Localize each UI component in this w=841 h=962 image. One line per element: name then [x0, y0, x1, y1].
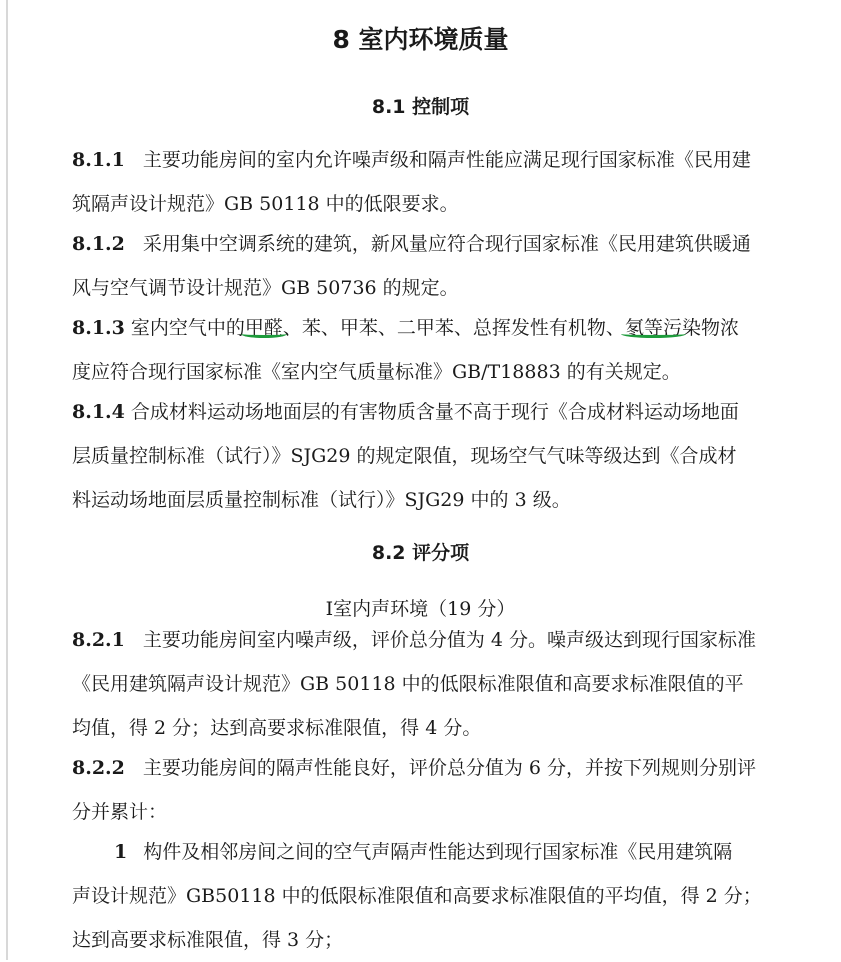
clause-text: 、苯、甲苯、二甲苯、总挥发性有机物、	[282, 317, 625, 339]
clause-text: 风与空气调节设计规范》GB 50736 的规定。	[72, 277, 459, 299]
highlighted-term-formaldehyde: 甲醛	[244, 317, 283, 339]
clause-number: 8.2.2	[72, 757, 125, 779]
clause-text: 《民用建筑隔声设计规范》GB 50118 中的低限标准限值和高要求标准限值的平	[72, 673, 744, 695]
clause-number: 8.1.4	[72, 401, 125, 423]
clause-text: 筑隔声设计规范》GB 50118 中的低限要求。	[72, 193, 459, 215]
clause-item-1	[72, 830, 832, 962]
clause-8-2-2	[72, 746, 832, 834]
clause-text: 分并累计：	[72, 801, 168, 823]
clause-text: 声设计规范》GB50118 中的低限标准限值和高要求标准限值的平均值，得 2 分；	[72, 885, 762, 907]
clause-number: 8.1.2	[72, 233, 125, 255]
clause-text: 采用集中空调系统的建筑，新风量应符合现行国家标准《民用建筑供暖通	[142, 233, 751, 255]
clause-text: 室内空气中的	[130, 317, 245, 339]
clause-text: 达到高要求标准限值，得 3 分；	[72, 929, 344, 951]
clause-number: 8.2.1	[72, 629, 125, 651]
clause-8-1-2	[72, 222, 832, 310]
clause-text: 料运动场地面层质量控制标准（试行）》SJG29 中的 3 级。	[72, 489, 571, 511]
section-title-8-1: 8.1 控制项	[371, 96, 470, 118]
clause-8-1-4	[72, 390, 832, 522]
clause-8-1-3	[72, 306, 832, 394]
clause-text: 主要功能房间的隔声性能良好，评价总分值为 6 分，并按下列规则分别评	[142, 757, 757, 779]
subsection-title-acoustic: Ⅰ室内声环境（19 分）	[325, 598, 516, 620]
chapter-title: 8 室内环境质量	[332, 25, 509, 54]
clause-text: 层质量控制标准（试行）》SJG29 的规定限值，现场空气气味等级达到《合成材	[72, 445, 737, 467]
clause-text: 度应符合现行国家标准《室内空气质量标准》GB/T18883 的有关规定。	[72, 361, 681, 383]
clause-8-2-1	[72, 618, 832, 750]
clause-8-1-1	[72, 138, 832, 226]
clause-text: 染物浓	[681, 317, 739, 339]
clause-text: 主要功能房间的室内允许噪声级和隔声性能应满足现行国家标准《民用建	[142, 149, 751, 171]
item-number: 1	[114, 841, 128, 863]
section-title-8-2: 8.2 评分项	[371, 542, 470, 564]
clause-number: 8.1.1	[72, 149, 125, 171]
clause-text: 均值，得 2 分；达到高要求标准限值，得 4 分。	[72, 717, 482, 739]
clause-text: 合成材料运动场地面层的有害物质含量不高于现行《合成材料运动场地面	[130, 401, 739, 423]
clause-text: 构件及相邻房间之间的空气声隔声性能达到现行国家标准《民用建筑隔	[143, 841, 733, 863]
clause-text: 主要功能房间室内噪声级，评价总分值为 4 分。噪声级达到现行国家标准	[142, 629, 757, 651]
clause-number: 8.1.3	[72, 317, 125, 339]
highlighted-term-radon: 氡等污	[624, 317, 682, 339]
